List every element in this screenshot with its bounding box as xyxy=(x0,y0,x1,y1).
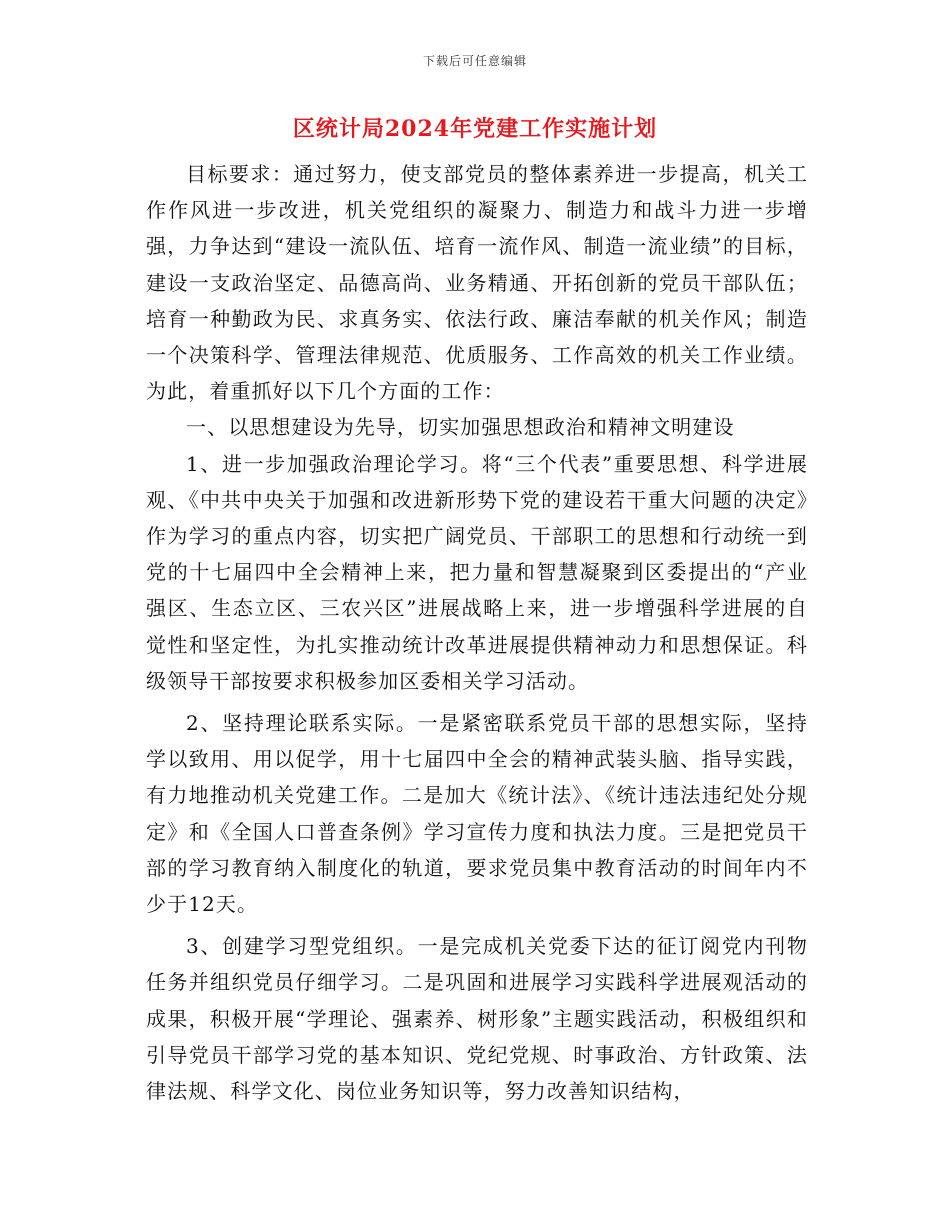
paragraph-item-1: 1、进一步加强政治理论学习。将“三个代表”重要思想、科学进展观、《中共中央关于加强和改进新形势下党的建设若干重大问题的决定》作为学习的重点内容，切实把广阔党员、干部职工的思想和行动统一到党的十七届四中全会精神上来，把力量和智慧凝聚到区委提出的“产业强区、生态立区、三农兴区”进展战略上来，进一步增强科学进展的自觉性和坚定性，为扎实推动统计改革进展提供精神动力和思想保证。科级领导干部按要求积极参加区委相关学习活动。 xyxy=(146,451,808,693)
section-heading-1: 一、以思想建设为先导，切实加强思想政治和精神文明建设 xyxy=(186,415,735,440)
paragraph-item-2: 2、坚持理论联系实际。一是紧密联系党员干部的思想实际，坚持学以致用、用以促学，用十七届四中全会的精神武装头脑、指导实践，有力地推动机关党建工作。二是加大《统计法》、《统计违法违纪处分规定》和《全国人口普查条例》学习宣传力度和执法力度。三是把党员干部的学习教育纳入制度化的轨道，要求党员集中教育活动的时间年内不少于12天。 xyxy=(146,711,808,917)
document-title: 区统计局2024年党建工作实施计划 xyxy=(292,116,658,142)
paragraph-goals: 目标要求：通过努力，使支部党员的整体素养进一步提高，机关工作作风进一步改进，机关党组织的凝聚力、制造力和战斗力进一步增强，力争达到“建设一流队伍、培育一流作风、制造一流业绩”的目标，建设一支政治坚定、品德高尚、业务精通、开拓创新的党员干部队伍；培育一种勤政为民、求真务实、依法行政、廉洁奉献的机关作风；制造一个决策科学、管理法律规范、优质服务、工作高效的机关工作业绩。为此，着重抓好以下几个方面的工作： xyxy=(146,162,808,404)
paragraph-item-3: 3、创建学习型党组织。一是完成机关党委下达的征订阅党内刊物任务并组织党员仔细学习。二是巩固和进展学习实践科学进展观活动的成果，积极开展“学理论、强素养、树形象”主题实践活动，积极组织和引导党员干部学习党的基本知识、党纪党规、时事政治、方针政策、法律法规、科学文化、岗位业务知识等，努力改善知识结构， xyxy=(146,934,808,1104)
header-note: 下载后可任意编辑 xyxy=(422,54,527,68)
document-body xyxy=(146,156,808,1109)
